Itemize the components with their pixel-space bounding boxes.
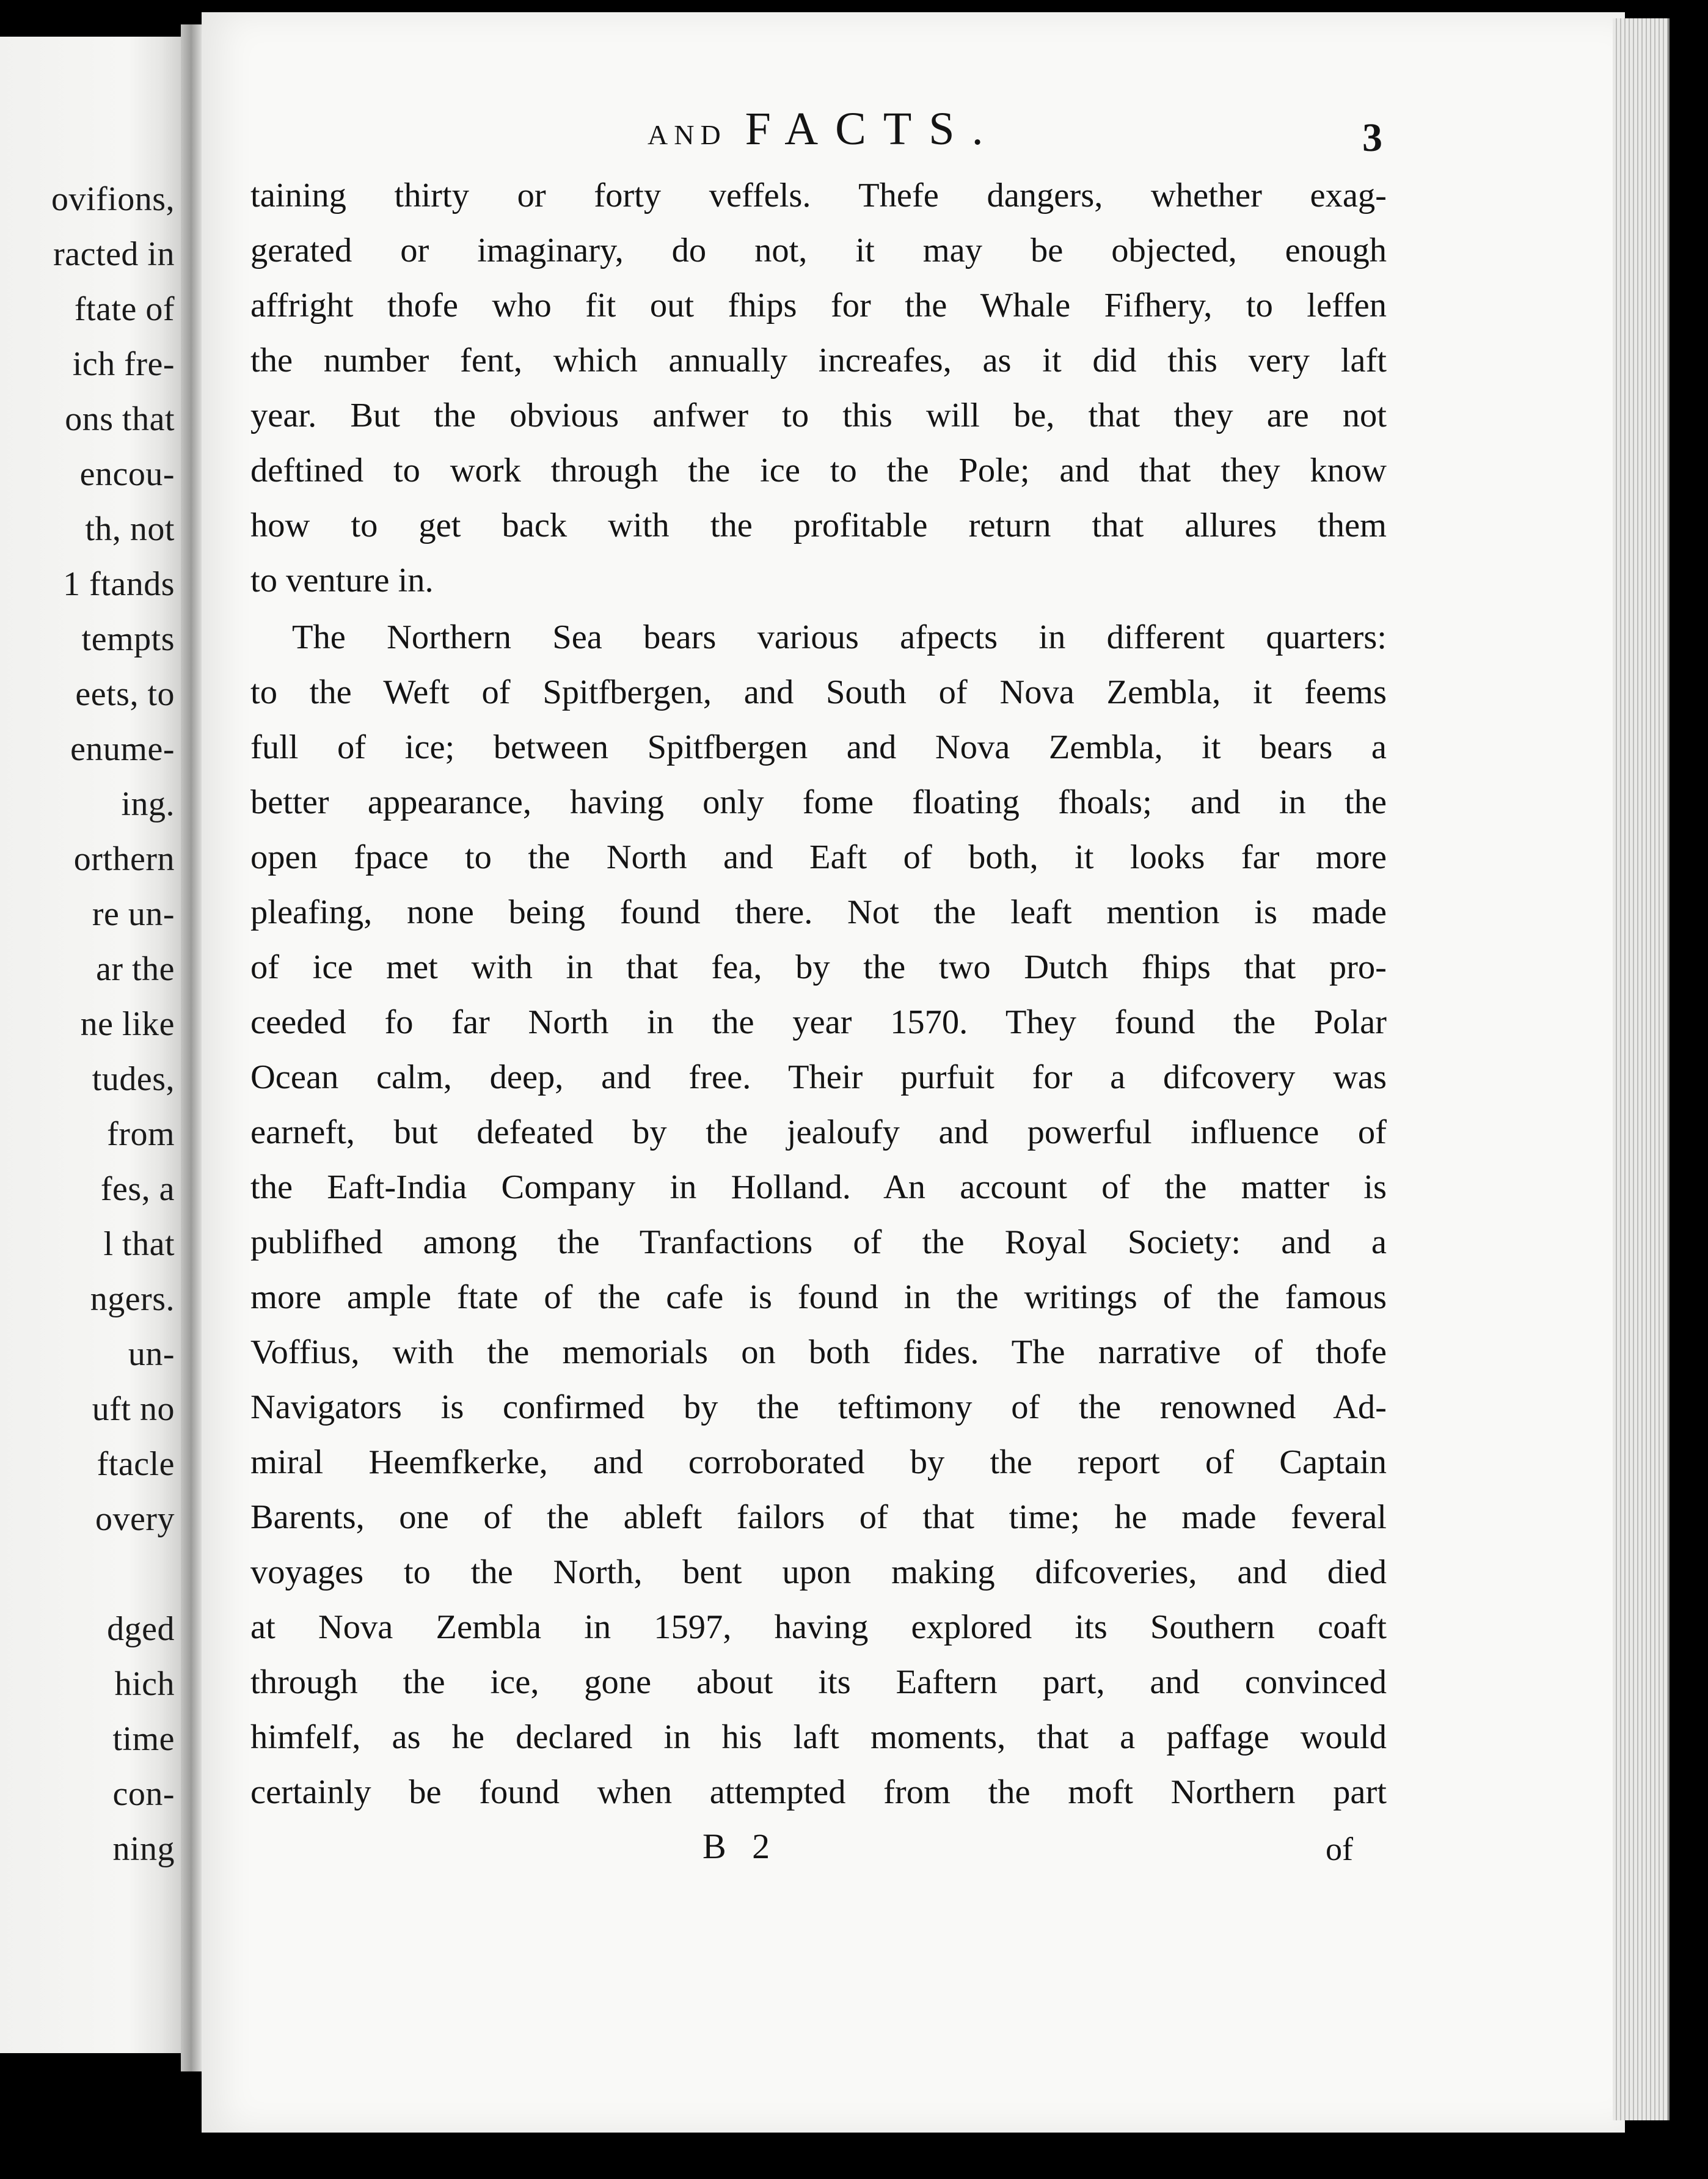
facing-line: uft no <box>92 1390 175 1428</box>
facing-line: 1 ftands <box>63 565 175 603</box>
catchword: of <box>1326 1831 1353 1867</box>
facing-line: eets, to <box>75 675 175 713</box>
body-line: the Eaft-India Company in Holland. An account of the matter is <box>250 1168 1387 1206</box>
facing-line: un- <box>128 1335 175 1373</box>
body-line: Ocean calm, deep, and free. Their purfuit for a difcovery was <box>250 1058 1387 1096</box>
facing-line: fes, a <box>100 1170 175 1208</box>
facing-line: tempts <box>81 620 175 658</box>
body-line: ceeded fo far North in the year 1570. They found the Polar <box>250 1003 1387 1041</box>
body-line: the number fent, which annually increafes, as it did this very laft <box>250 342 1387 379</box>
running-head <box>648 103 1001 156</box>
body-line: taining thirty or forty veffels. Thefe dangers, whether exag- <box>250 177 1387 214</box>
signature-mark: B 2 <box>703 1826 779 1866</box>
facing-line: racted in <box>53 235 175 273</box>
facing-line: time <box>112 1720 175 1758</box>
facing-line: ons that <box>65 400 175 438</box>
facing-line: encou- <box>79 455 175 493</box>
body-line: miral Heemfkerke, and corroborated by the report of Captain <box>250 1443 1387 1481</box>
body-line: Barents, one of the ableft failors of that time; he made feveral <box>250 1498 1387 1536</box>
body-line: The Northern Sea bears various afpects in different quarters: <box>292 618 1387 656</box>
body-line: open fpace to the North and Eaft of both, it looks far more <box>250 838 1387 876</box>
facing-line: from <box>107 1115 175 1153</box>
body-line: to venture in. <box>250 562 434 599</box>
facing-line: ning <box>112 1830 175 1868</box>
body-line: voyages to the North, bent upon making difcoveries, and died <box>250 1553 1387 1591</box>
facing-line: ngers. <box>90 1280 175 1318</box>
body-line: gerated or imaginary, do not, it may be objected, enough <box>250 232 1387 269</box>
body-line: to the Weft of Spitfbergen, and South of Nova Zembla, it feems <box>250 673 1387 711</box>
facing-line: th, not <box>85 510 175 548</box>
facing-line: ar the <box>96 950 175 988</box>
facing-line: ing. <box>121 785 175 823</box>
body-line: at Nova Zembla in 1597, having explored its Southern coaft <box>250 1608 1387 1646</box>
running-head-small-word: AND <box>648 119 727 150</box>
page-number: 3 <box>1362 115 1382 160</box>
facing-line: ich fre- <box>72 345 175 383</box>
facing-page-fragment <box>0 37 183 2053</box>
body-line: year. But the obvious anfwer to this will be, that they are not <box>250 397 1387 434</box>
body-line: publifhed among the Tranfactions of the Royal Society: and a <box>250 1223 1387 1261</box>
facing-line: enume- <box>70 730 175 768</box>
body-line: certainly be found when attempted from the moft Northern part <box>250 1773 1387 1811</box>
body-line: of ice met with in that fea, by the two Dutch fhips that pro- <box>250 948 1387 986</box>
facing-line: con- <box>112 1775 175 1813</box>
body-line: earneft, but defeated by the jealoufy and powerful influence of <box>250 1113 1387 1151</box>
facing-line: orthern <box>73 840 175 878</box>
facing-line: ne like <box>80 1005 175 1043</box>
facing-line: dged <box>107 1610 175 1648</box>
body-line: better appearance, having only fome floating fhoals; and in the <box>250 783 1387 821</box>
body-line: full of ice; between Spitfbergen and Nova Zembla, it bears a <box>250 728 1387 766</box>
facing-line: overy <box>95 1500 175 1538</box>
facing-line: ftate of <box>74 290 175 328</box>
facing-line: ftacle <box>97 1445 175 1483</box>
facing-line: hich <box>114 1665 175 1703</box>
body-line: affright thofe who fit out fhips for the Whale Fifhery, to leffen <box>250 287 1387 324</box>
facing-line: re un- <box>92 895 175 933</box>
body-line: deftined to work through the ice to the Pole; and that they know <box>250 452 1387 489</box>
facing-line: l that <box>103 1225 175 1263</box>
facing-line: ovifions, <box>51 180 175 218</box>
facing-line: tudes, <box>92 1060 175 1098</box>
running-head-title: FACTS. <box>745 103 1001 155</box>
body-line: more ample ftate of the cafe is found in the writings of the famous <box>250 1278 1387 1316</box>
page-edges <box>1613 18 1670 2120</box>
body-line: Navigators is confirmed by the teftimony of the renowned Ad- <box>250 1388 1387 1426</box>
body-line: himfelf, as he declared in his laft moments, that a paffage would <box>250 1718 1387 1756</box>
body-line: pleafing, none being found there. Not the leaft mention is made <box>250 893 1387 931</box>
body-line: Voffius, with the memorials on both fides. The narrative of thofe <box>250 1333 1387 1371</box>
body-line: through the ice, gone about its Eaftern part, and convinced <box>250 1663 1387 1701</box>
body-line: how to get back with the profitable return that allures them <box>250 507 1387 544</box>
